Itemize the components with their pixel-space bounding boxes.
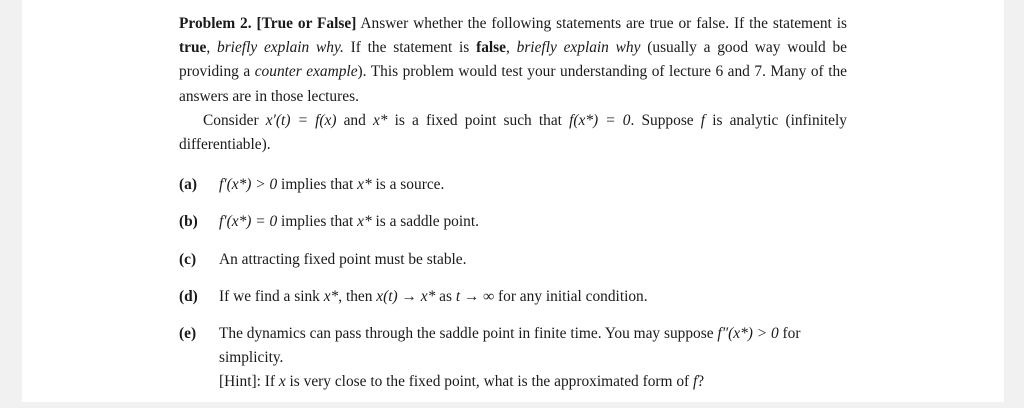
statement-item-e <box>179 322 847 395</box>
consider-text: and <box>336 111 373 129</box>
math-expression: f″(x*) > 0 <box>717 325 779 343</box>
statement-item-b <box>179 210 847 234</box>
intro-text: , <box>206 39 217 57</box>
false-word: false <box>476 39 506 57</box>
consider-text: is analytic (infinitely differentiable). <box>179 111 847 154</box>
math-expression: f <box>693 373 698 391</box>
intro-text: ). This problem would test your understanding of lecture 6 and 7. Many of the answers are in those lectures. <box>179 63 847 105</box>
hint-line <box>219 370 847 394</box>
statement-item-d <box>179 285 847 309</box>
math-expression: f′(x*) > 0 <box>219 176 278 194</box>
document-page <box>22 0 1004 402</box>
briefly-explain-text: briefly explain why <box>516 39 641 57</box>
consider-text: is a fixed point such that <box>387 111 570 129</box>
consider-paragraph <box>179 109 847 157</box>
item-text: If we find a sink <box>219 287 324 305</box>
consider-text: . Suppose <box>630 111 701 129</box>
statement-item-a <box>179 173 847 197</box>
item-label: (e) <box>179 325 197 343</box>
item-text: as <box>435 287 456 305</box>
hint-text: is very close to the fixed point, what is the approximated form of <box>285 373 694 391</box>
math-fixed-point-condition: f(x*) = 0 <box>569 111 631 129</box>
counter-example-text: counter example <box>254 63 358 81</box>
statement-list <box>179 173 847 394</box>
item-text: , then <box>338 287 377 305</box>
math-expression: t → ∞ <box>455 287 495 305</box>
item-text: for any initial condition. <box>494 287 648 305</box>
intro-text: Answer whether the following statements are true or false. If the statement is <box>356 15 847 32</box>
item-text: An attracting fixed point must be stable. <box>219 250 467 268</box>
problem-heading: Problem 2. <box>179 15 252 32</box>
math-expression: x* <box>357 213 372 231</box>
math-expression: x <box>278 373 286 391</box>
item-label: (a) <box>179 176 197 194</box>
hint-label: [Hint]: <box>219 373 261 391</box>
item-text: is a saddle point. <box>371 213 479 231</box>
statement-item-c <box>179 248 847 272</box>
item-label: (c) <box>179 250 197 268</box>
hint-text: If <box>260 373 279 391</box>
intro-text: , <box>505 39 517 57</box>
item-label: (d) <box>179 287 198 305</box>
true-word: true <box>179 39 207 57</box>
briefly-explain-text: briefly explain why. <box>217 39 344 57</box>
item-label: (b) <box>179 213 198 231</box>
math-ode: x′(t) = f(x) <box>265 111 337 129</box>
problem-tag: [True or False] <box>256 15 357 32</box>
problem-content <box>179 12 847 408</box>
item-text: for simplicity. <box>219 325 801 367</box>
item-text: The dynamics can pass through the saddle point in finite time. You may suppose <box>219 325 718 343</box>
math-expression: x* <box>323 287 339 305</box>
intro-text: If the statement is <box>343 39 477 57</box>
math-f: f <box>700 111 706 129</box>
problem-intro <box>179 12 847 109</box>
hint-text: ? <box>697 373 705 391</box>
math-expression: x* <box>357 176 372 194</box>
consider-text: Consider <box>203 111 266 129</box>
intro-text: (usually a good way would be providing a <box>179 39 848 81</box>
math-fixed-point: x* <box>372 111 388 129</box>
item-text: is a source. <box>371 176 445 194</box>
math-expression: x(t) → x* <box>376 287 436 305</box>
item-text: implies that <box>277 176 358 194</box>
math-expression: f′(x*) = 0 <box>219 213 278 231</box>
item-text: implies that <box>277 213 358 231</box>
